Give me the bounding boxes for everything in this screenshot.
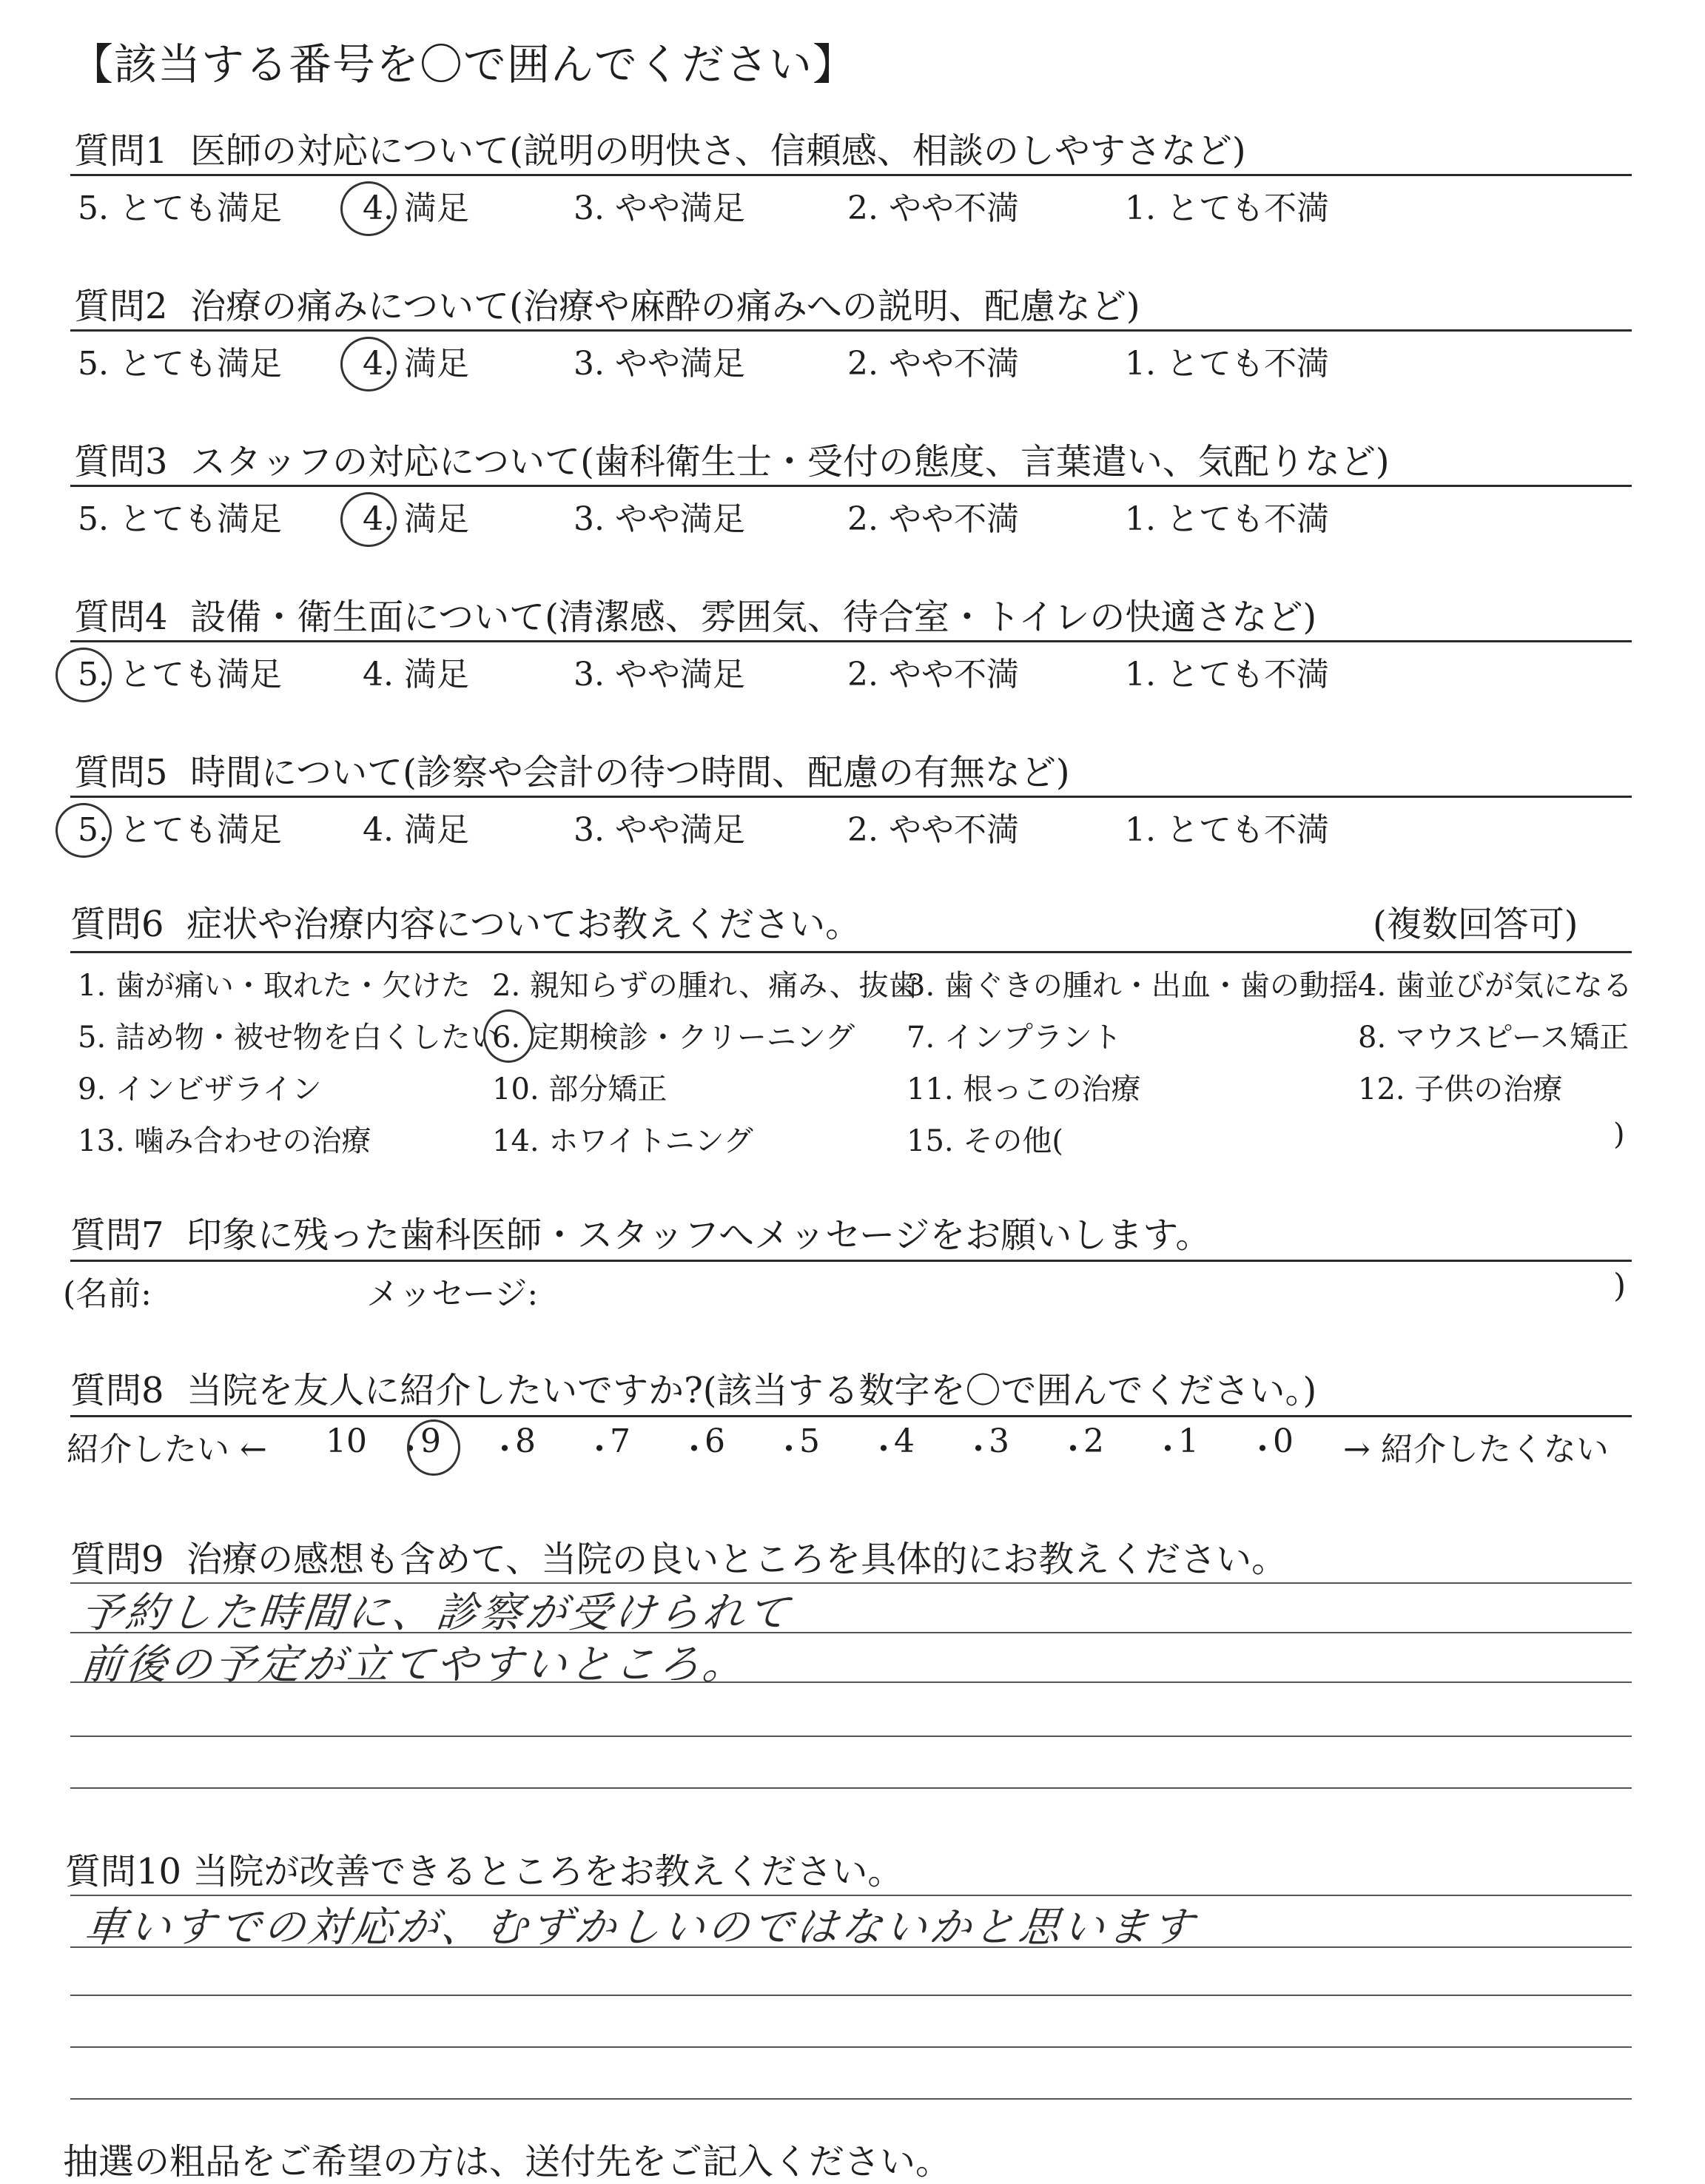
- q6-note: (複数回答可): [1373, 904, 1578, 945]
- q5-option-1[interactable]: 1. とても不満: [1125, 811, 1329, 849]
- q2-selection-circle: [340, 337, 397, 392]
- q9-answer-line-2: 前後の予定が立てやすいところ。: [78, 1641, 750, 1689]
- q5-selection-circle: [56, 803, 112, 858]
- q10-title: 質問10 当院が改善できるところをお教えください。: [65, 1851, 904, 1892]
- q8-scale-separator: ・: [678, 1431, 710, 1468]
- q4-title: 質問4 設備・衛生面について(清潔感、雰囲気、待合室・トイレの快適さなど): [74, 597, 1317, 638]
- q3-selection-circle: [340, 492, 397, 547]
- q8-scale-separator: ・: [867, 1431, 900, 1468]
- q2-option-3[interactable]: 3. やや満足: [574, 345, 745, 383]
- q8-scale-0[interactable]: 0: [1273, 1422, 1294, 1460]
- q8-scale-1[interactable]: 1: [1178, 1422, 1199, 1460]
- q8-scale-separator: ・: [1057, 1431, 1089, 1468]
- q6-option-1[interactable]: 1. 歯が痛い・取れた・欠けた: [78, 969, 471, 1003]
- q6-option-12[interactable]: 12. 子供の治療: [1358, 1072, 1563, 1106]
- q8-scale-7[interactable]: 7: [610, 1422, 630, 1460]
- q2-option-2[interactable]: 2. やや不満: [847, 345, 1019, 383]
- q6-selection-circle: [483, 1009, 534, 1063]
- q6-option-4[interactable]: 4. 歯並びが気になる: [1358, 969, 1632, 1003]
- q1-rule: [70, 174, 1632, 176]
- q5-option-2[interactable]: 2. やや不満: [847, 811, 1019, 849]
- q8-rule: [70, 1415, 1632, 1417]
- q8-scale-separator: ・: [488, 1431, 521, 1468]
- q8-scale-2[interactable]: 2: [1083, 1422, 1104, 1460]
- q1-title: 質問1 医師の対応について(説明の明快さ、信頼感、相談のしやすさなど): [74, 130, 1246, 172]
- q6-option-11[interactable]: 11. 根っこの治療: [907, 1072, 1141, 1106]
- q9-title: 質問9 治療の感想も含めて、当院の良いところを具体的にお教えください。: [70, 1539, 1288, 1580]
- q6-option-8[interactable]: 8. マウスピース矯正: [1358, 1021, 1630, 1055]
- q6-option-2[interactable]: 2. 親知らずの腫れ、痛み、抜歯: [492, 969, 918, 1003]
- q2-rule: [70, 329, 1632, 332]
- q6-option-15[interactable]: 15. その他(: [907, 1124, 1063, 1158]
- q6-rule: [70, 951, 1632, 953]
- q4-option-4[interactable]: 4. 満足: [363, 656, 469, 693]
- q4-option-1[interactable]: 1. とても不満: [1125, 656, 1329, 693]
- q6-option-14[interactable]: 14. ホワイトニング: [492, 1124, 753, 1158]
- q3-option-2[interactable]: 2. やや不満: [847, 500, 1019, 538]
- q7-close-paren: ): [1613, 1267, 1627, 1305]
- q1-option-2[interactable]: 2. やや不満: [847, 189, 1019, 227]
- q9-answer-line-1: 予約した時間に、診察が受けられて: [78, 1589, 794, 1637]
- q8-scale-10[interactable]: 10: [326, 1422, 367, 1460]
- q5-option-5[interactable]: 5. とても満足: [78, 811, 282, 849]
- q10-line-3: [70, 1995, 1632, 1996]
- q8-scale-4[interactable]: 4: [894, 1422, 915, 1460]
- q9-line-5: [70, 1787, 1632, 1789]
- q8-scale-9[interactable]: 9: [420, 1422, 441, 1460]
- q9-line-4: [70, 1736, 1632, 1737]
- q7-message-label: メッセージ:: [366, 1275, 539, 1313]
- q5-option-3[interactable]: 3. やや満足: [574, 811, 745, 849]
- q3-title: 質問3 スタッフの対応について(歯科衛生士・受付の態度、言葉遣い、気配りなど): [74, 441, 1390, 483]
- q6-option-3[interactable]: 3. 歯ぐきの腫れ・出血・歯の動揺: [907, 969, 1359, 1003]
- q8-scale-separator: ・: [962, 1431, 995, 1468]
- q4-option-2[interactable]: 2. やや不満: [847, 656, 1019, 693]
- footer-text: 抽選の粗品をご希望の方は、送付先をご記入ください。: [63, 2141, 952, 2183]
- q4-option-5[interactable]: 5. とても満足: [78, 656, 282, 693]
- q3-option-4[interactable]: 4. 満足: [363, 500, 469, 538]
- q6-option-5[interactable]: 5. 詰め物・被せ物を白くしたい: [78, 1021, 500, 1055]
- q7-name-label: (名前:: [63, 1275, 152, 1313]
- q6-title: 質問6 症状や治療内容についてお教えください。: [70, 904, 861, 945]
- q1-option-1[interactable]: 1. とても不満: [1125, 189, 1329, 227]
- q2-title: 質問2 治療の痛みについて(治療や麻酔の痛みへの説明、配慮など): [74, 286, 1140, 327]
- q2-option-4[interactable]: 4. 満足: [363, 345, 469, 383]
- page-title: 【該当する番号を〇で囲んでください】: [70, 39, 857, 90]
- q7-rule: [70, 1260, 1632, 1262]
- q8-scale-3[interactable]: 3: [989, 1422, 1009, 1460]
- q1-selection-circle: [340, 181, 397, 236]
- q8-scale-separator: ・: [1246, 1431, 1279, 1468]
- q6-option-6[interactable]: 6. 定期検診・クリーニング: [492, 1021, 855, 1055]
- q8-scale-separator: ・: [1151, 1431, 1184, 1468]
- q8-right-label: → 紹介したくない: [1343, 1431, 1609, 1468]
- q1-option-3[interactable]: 3. やや満足: [574, 189, 745, 227]
- q10-line-5: [70, 2098, 1632, 2100]
- q6-option-close-paren: ): [1613, 1118, 1625, 1152]
- q6-option-7[interactable]: 7. インプラント: [907, 1021, 1122, 1055]
- q6-option-13[interactable]: 13. 噛み合わせの治療: [78, 1124, 371, 1158]
- q4-rule: [70, 640, 1632, 642]
- q6-option-10[interactable]: 10. 部分矯正: [492, 1072, 667, 1106]
- q4-option-3[interactable]: 3. やや満足: [574, 656, 745, 693]
- q3-option-5[interactable]: 5. とても満足: [78, 500, 282, 538]
- q2-option-5[interactable]: 5. とても満足: [78, 345, 282, 383]
- q8-selection-circle: [407, 1419, 460, 1476]
- q8-scale-6[interactable]: 6: [704, 1422, 725, 1460]
- q8-scale-separator: ・: [773, 1431, 805, 1468]
- q7-title: 質問7 印象に残った歯科医師・スタッフへメッセージをお願いします。: [70, 1214, 1211, 1256]
- q3-option-3[interactable]: 3. やや満足: [574, 500, 745, 538]
- q5-option-4[interactable]: 4. 満足: [363, 811, 469, 849]
- q3-option-1[interactable]: 1. とても不満: [1125, 500, 1329, 538]
- q1-option-4[interactable]: 4. 満足: [363, 189, 469, 227]
- q8-scale-5[interactable]: 5: [799, 1422, 820, 1460]
- q10-line-4: [70, 2046, 1632, 2048]
- q4-selection-circle: [56, 648, 112, 702]
- q8-scale-separator: ・: [394, 1431, 426, 1468]
- q1-option-5[interactable]: 5. とても満足: [78, 189, 282, 227]
- q5-title: 質問5 時間について(診察や会計の待つ時間、配慮の有無など): [74, 752, 1070, 793]
- q8-scale-8[interactable]: 8: [515, 1422, 536, 1460]
- q3-rule: [70, 485, 1632, 487]
- q6-option-9[interactable]: 9. インビザライン: [78, 1072, 322, 1106]
- q5-rule: [70, 796, 1632, 798]
- q10-answer-line-1: 車いすでの対応が、むずかしいのではないかと思います: [82, 1904, 1199, 1952]
- q8-title: 質問8 当院を友人に紹介したいですか?(該当する数字を〇で囲んでください。): [70, 1370, 1317, 1411]
- q8-scale-separator: ・: [583, 1431, 616, 1468]
- q2-option-1[interactable]: 1. とても不満: [1125, 345, 1329, 383]
- q8-left-label: 紹介したい ←: [67, 1431, 267, 1468]
